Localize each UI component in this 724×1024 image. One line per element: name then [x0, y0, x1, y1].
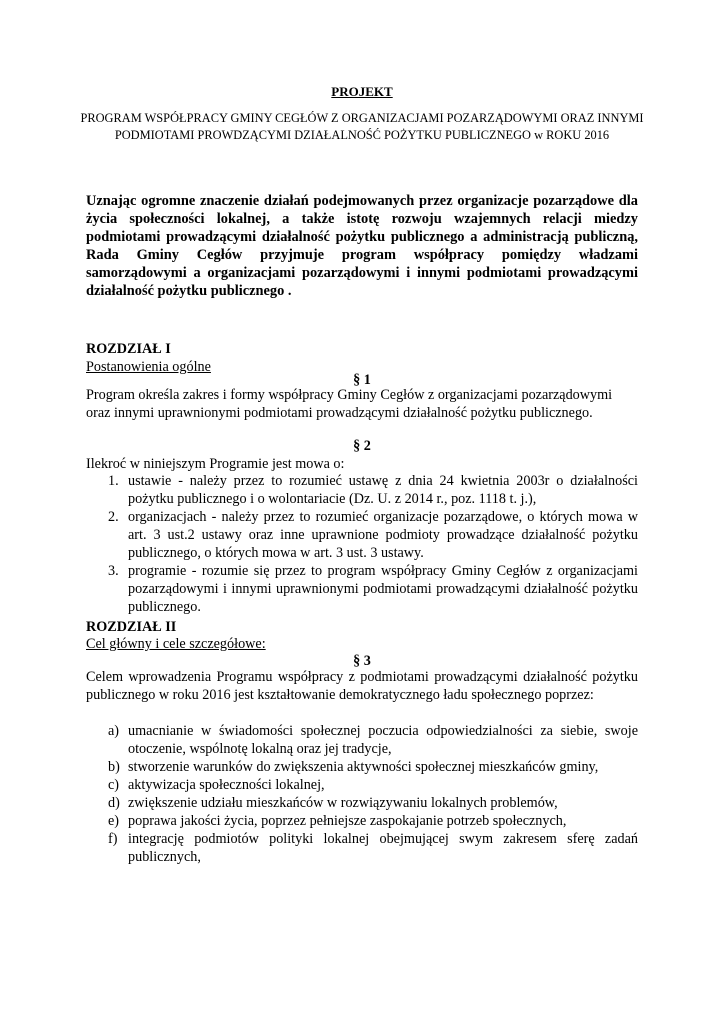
- list-item-text: programie - rozumie się przez to program współpracy Gminy Cegłów z organizacjami pozarządowymi i innymi uprawnionymi podmiotami prowadzącymi działalność pożytku publicznego.: [128, 563, 638, 615]
- list-item: [86, 776, 638, 794]
- section-2-mark: § 2: [353, 438, 371, 454]
- list-item: [86, 722, 638, 758]
- list-item-text: integrację podmiotów polityki lokalnej obejmującej swym zakresem sferę zadań publicznych,: [128, 831, 638, 865]
- chapter-1-heading: ROZDZIAŁ I: [86, 341, 171, 357]
- list-item-text: stworzenie warunków do zwiększenia aktywności społecznej mieszkańców gminy,: [128, 759, 599, 775]
- intro-paragraph: Uznając ogromne znaczenie działań podejmowanych przez organizacje pozarządowe dla życia społeczności lokalnej, a także istotę rozwoju wzajemnych relacji miedzy podmiotami prowadzącymi działalność pożytku publicznego a administracją publiczną, Rada Gminy Cegłów przyjmuje program współpracy pomiędzy władzami samorządowymi a organizacjami pozarządowymi i innymi podmiotami prowadzącymi działalność pożytku publicznego .: [86, 193, 638, 299]
- list-item-text: aktywizacja społeczności lokalnej,: [128, 777, 325, 793]
- section-3-mark: § 3: [353, 653, 371, 669]
- section-3-lead: Celem wprowadzenia Programu współpracy z podmiotami prowadzącymi działalność pożytku publicznego w roku 2016 jest kształtowanie demokratycznego ładu społecznego poprzez:: [86, 669, 638, 703]
- list-marker: a): [108, 723, 120, 739]
- list-item-text: ustawie - należy przez to rozumieć ustawę z dnia 24 kwietnia 2003r o działalności pożytku publicznego i o wolontariacie (Dz. U. z 2014 r., poz. 1118 t. j.),: [128, 473, 638, 507]
- list-marker: d): [108, 795, 120, 811]
- project-label: PROJEKT: [331, 84, 393, 99]
- list-item-text: organizacjach - należy przez to rozumieć organizacje pozarządowe, o których mowa w art. 3 ust.2 ustawy oraz inne uprawnione podmioty prowadzące działalność pożytku publicznego, o których mowa w art. 3 ust. 3 ustawy.: [128, 509, 638, 561]
- list-marker: c): [108, 777, 120, 793]
- list-item: [86, 562, 638, 616]
- goals-list: [86, 722, 638, 866]
- list-item-text: umacnianie w świadomości społecznej poczucia odpowiedzialności za siebie, swoje otoczenie, wspólnotę lokalną oraz jej tradycje,: [128, 723, 638, 757]
- list-item: [86, 812, 638, 830]
- chapter-1-subtitle: Postanowienia ogólne: [86, 359, 211, 375]
- section-1-mark: § 1: [353, 372, 371, 388]
- section-1-text: Program określa zakres i formy współpracy Gminy Cegłów z organizacjami pozarządowymi oraz innymi uprawnionymi podmiotami prowadzącymi działalność pożytku publicznego.: [86, 387, 613, 421]
- list-item: [86, 794, 638, 812]
- chapter-2-subtitle: Cel główny i cele szczegółowe:: [86, 636, 266, 652]
- chapter-2-heading: ROZDZIAŁ II: [86, 619, 177, 635]
- list-marker: 2.: [108, 509, 119, 525]
- list-marker: f): [108, 831, 118, 847]
- list-marker: 1.: [108, 473, 119, 489]
- definitions-list: [86, 472, 638, 616]
- list-item-text: poprawa jakości życia, poprzez pełniejsze zaspokajanie potrzeb społecznych,: [128, 813, 567, 829]
- list-marker: b): [108, 759, 120, 775]
- list-marker: e): [108, 813, 120, 829]
- section-2-lead: Ilekroć w niniejszym Programie jest mowa o:: [86, 456, 345, 472]
- list-item: [86, 508, 638, 562]
- list-item: [86, 830, 638, 866]
- document-title: PROGRAM WSPÓŁPRACY GMINY CEGŁÓW Z ORGANIZACJAMI POZARZĄDOWYMI ORAZ INNYMI PODMIOTAMI PROWDZĄCYMI DZIAŁALNOŚĆ POŻYTKU PUBLICZNEGO w ROKU 2016: [80, 111, 644, 142]
- list-item-text: zwiększenie udziału mieszkańców w rozwiązywaniu lokalnych problemów,: [128, 795, 558, 811]
- list-item: [86, 758, 638, 776]
- list-item: [86, 472, 638, 508]
- list-marker: 3.: [108, 563, 119, 579]
